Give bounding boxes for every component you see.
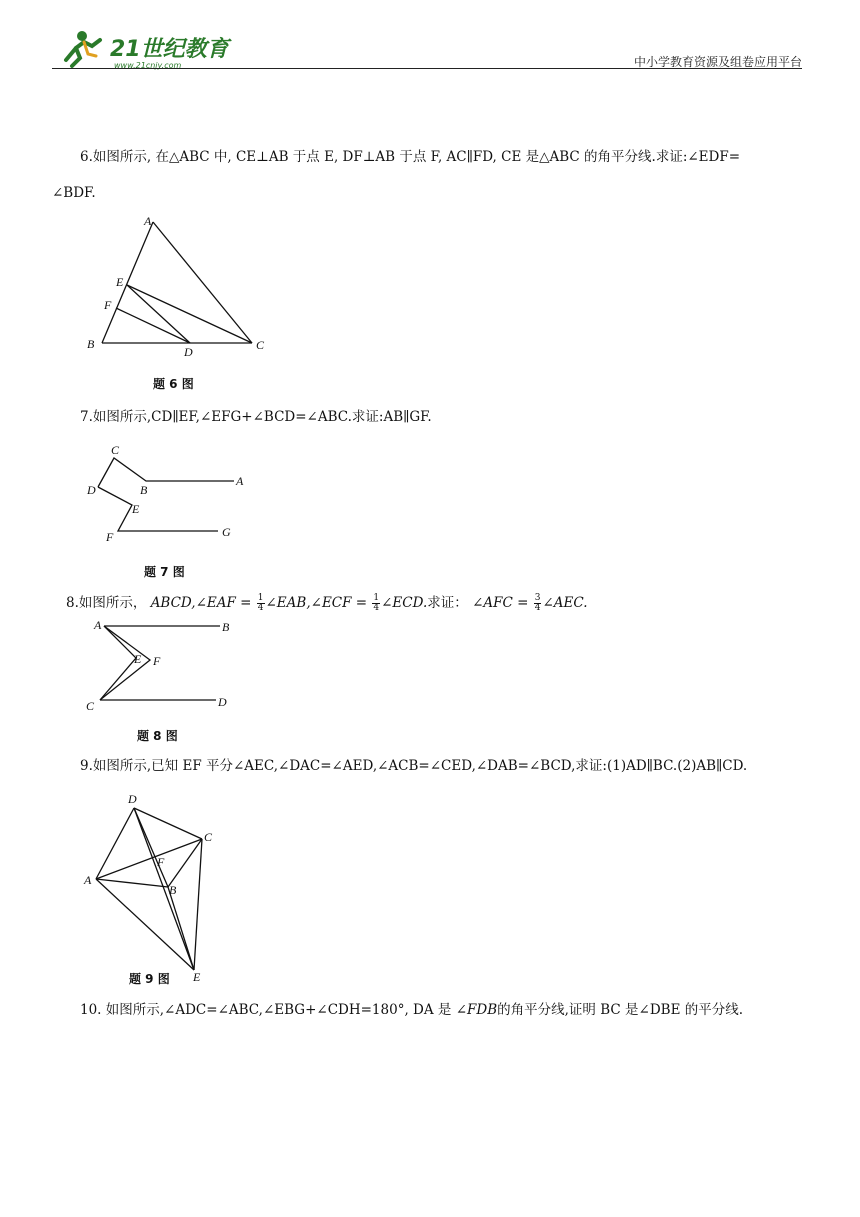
q8-expr2: ∠EAB,∠ECF = (265, 595, 368, 611)
q6-segment-ED (127, 285, 190, 343)
q6-text-line2: ∠BDF. (52, 185, 96, 201)
q9-segment-AD (96, 808, 134, 879)
q6-segment-EC (127, 285, 252, 343)
q6-segment-FD (116, 308, 190, 343)
q8-frac3: $\frac{3}{4}$ (534, 593, 541, 613)
q7-path-DCBA (98, 458, 234, 487)
q10-text (80, 1002, 743, 1018)
q7-label-B: B (140, 483, 148, 497)
q6-text-line1: 6.如图所示, 在△ABC 中, CE⊥AB 于点 E, DF⊥AB 于点 F, AC∥FD, CE 是△ABC 的角平分线.求证:∠EDF= (80, 149, 741, 165)
q9-segment-DB (134, 808, 168, 887)
q7-label-F: F (106, 530, 114, 544)
q9-label-D: D (128, 792, 137, 806)
q8-label-A: A (94, 618, 102, 632)
q8-caption: 题 8 图 (137, 729, 178, 743)
page-header (52, 26, 802, 70)
q9-figure (84, 790, 224, 985)
q8-label-F: F (153, 654, 161, 668)
q8-expr1: ABCD,∠EAF = (150, 595, 252, 611)
q9-segment-AB (96, 879, 168, 887)
q6-label-C: C (256, 338, 265, 352)
q6-segment-AC (153, 222, 252, 343)
q8-figure (84, 616, 244, 716)
q6-segment-AB (102, 222, 153, 343)
q8-label-C: C (86, 699, 95, 713)
q9-label-E: E (193, 970, 201, 984)
q9-text: 9.如图所示,已知 EF 平分∠AEC,∠DAC=∠AED,∠ACB=∠CED,∠DAB=∠BCD,求证:(1)AD∥BC.(2)AB∥CD. (80, 758, 748, 774)
q6-label-E: E (116, 275, 124, 289)
q8-expr3: ∠ECD. (381, 595, 428, 611)
q10-part1: 10. 如图所示,∠ADC=∠ABC,∠EBG+∠CDH=180°, DA 是 (80, 1002, 452, 1018)
site-logo (52, 26, 252, 70)
q7-label-E: E (132, 502, 140, 516)
q7-label-C: C (111, 443, 120, 457)
q6-label-F: F (104, 298, 112, 312)
q6-label-A: A (144, 214, 152, 228)
q7-label-D: D (87, 483, 96, 497)
q8-text (66, 594, 588, 613)
q9-label-A: A (84, 873, 92, 887)
q7-path-DEFG (98, 487, 218, 531)
logo-url: www.21cnjy.com (114, 61, 182, 70)
q8-label-B: B (222, 620, 230, 634)
q8-prefix: 8.如图所示， (66, 595, 147, 611)
q8-prove: 求证： (427, 595, 468, 611)
q9-label-F: F (157, 855, 165, 869)
q10-part2: 的角平分线,证明 BC 是∠DBE 的平分线. (497, 1002, 744, 1018)
q8-frac1: $\frac{1}{4}$ (257, 593, 264, 613)
q9-segment-BC (168, 839, 202, 887)
q8-expr5: ∠AEC. (542, 595, 588, 611)
q8-label-E: E (134, 652, 142, 666)
q9-segment-AC (96, 839, 202, 879)
q10-math: ∠FDB (455, 1002, 498, 1018)
q9-segment-DE (134, 808, 194, 970)
logo-text: 21世纪教育 (110, 37, 229, 62)
q7-label-G: G (222, 525, 231, 539)
q9-caption: 题 9 图 (129, 972, 170, 986)
logo-graphic (52, 26, 252, 70)
q7-caption: 题 7 图 (144, 565, 185, 579)
q8-path-AFC (100, 626, 150, 700)
q6-label-D: D (184, 345, 193, 359)
q6-figure (80, 212, 280, 357)
q7-figure (84, 440, 254, 550)
q6-label-B: B (87, 337, 95, 351)
q8-expr4: ∠AFC = (472, 595, 529, 611)
q9-segment-CE (194, 839, 202, 970)
header-divider (52, 68, 802, 69)
q9-label-C: C (204, 830, 213, 844)
q8-label-D: D (218, 695, 227, 709)
q9-label-B: B (169, 883, 177, 897)
q8-frac2: $\frac{1}{4}$ (373, 593, 380, 613)
q7-text: 7.如图所示,CD∥EF,∠EFG+∠BCD=∠ABC.求证:AB∥GF. (80, 409, 432, 425)
q6-caption: 题 6 图 (153, 377, 194, 391)
header-platform-text: 中小学教育资源及组卷应用平台 (633, 55, 802, 69)
q7-label-A: A (236, 474, 244, 488)
